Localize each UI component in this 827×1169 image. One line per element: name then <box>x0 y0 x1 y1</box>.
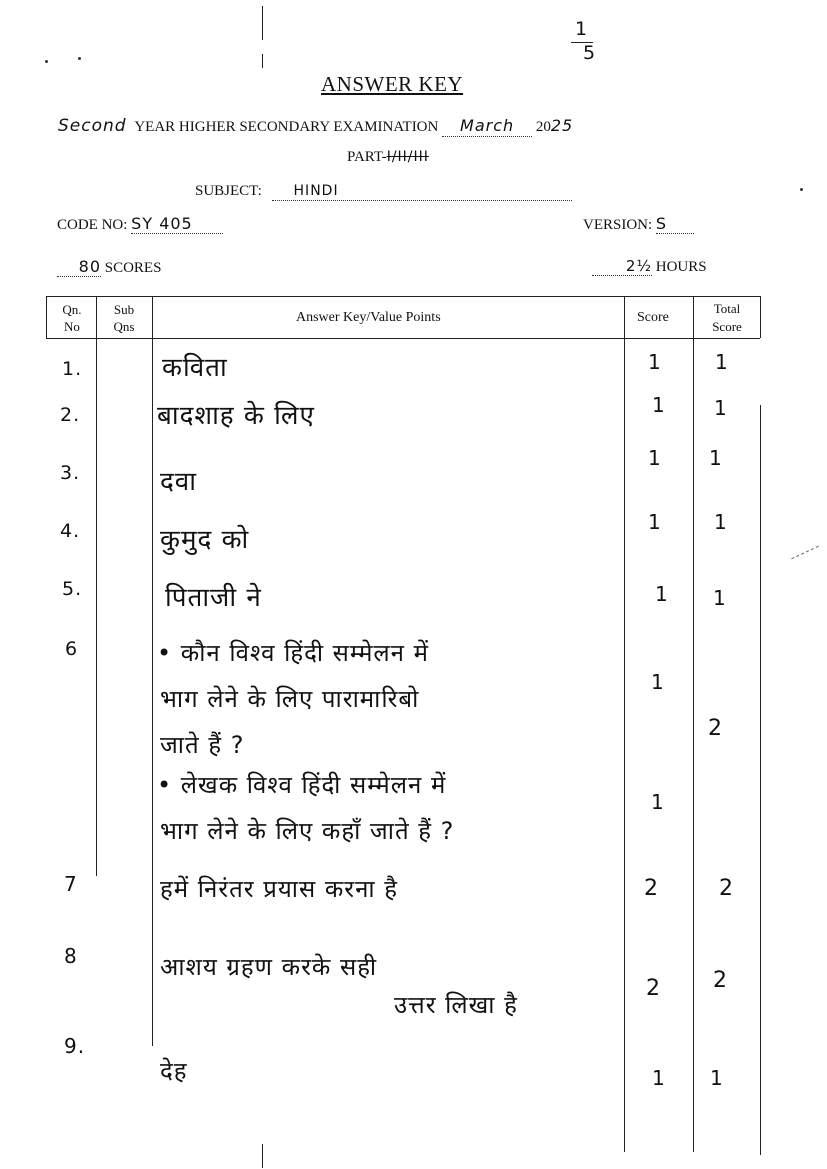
year-prefix: 20 <box>535 119 551 135</box>
answer-text: दवा <box>160 467 197 497</box>
answer-point-b-line1: • लेखक विश्व हिंदी सम्मेलन में <box>157 771 447 799</box>
answer-point-a-line3: जाते हैं ? <box>160 731 245 759</box>
answer-point-a-line1: • कौन विश्व हिंदी सम्मेलन में <box>157 639 429 667</box>
part-value: I/II/III <box>386 149 429 165</box>
scan-mark <box>791 546 819 560</box>
hours-value: 2½ <box>592 257 652 276</box>
header-qns: Qns <box>113 319 135 334</box>
page-fraction-numerator: 1 <box>575 18 589 40</box>
exam-label: YEAR HIGHER SECONDARY EXAMINATION <box>134 119 439 135</box>
subject-value: HINDI <box>293 183 339 199</box>
header-answer: Answer Key/Value Points <box>296 310 441 325</box>
page-title: ANSWER KEY <box>321 72 464 96</box>
score-value: 2 <box>644 876 659 901</box>
answer-line1: आशय ग्रहण करके सही <box>160 953 378 981</box>
total-score-value: 1 <box>710 1066 724 1090</box>
month-field <box>442 116 532 137</box>
hours-line <box>592 257 707 276</box>
table-left-border <box>46 296 47 338</box>
score-value: 1 <box>648 510 662 534</box>
score-value: 1 <box>652 1066 666 1090</box>
header-sub-qns <box>104 301 144 335</box>
total-score-value: 1 <box>715 350 729 374</box>
answer-text: हमें निरंतर प्रयास करना है <box>160 875 399 903</box>
binding-mark <box>262 54 263 68</box>
answer-text: कुमुद को <box>160 525 250 555</box>
header-sub: Sub <box>113 302 135 317</box>
qn-number: 4. <box>60 520 81 542</box>
qn-number: 1. <box>62 358 83 380</box>
version-line <box>583 214 694 234</box>
scores-value: 80 <box>57 257 101 277</box>
year-suffix: 25 <box>550 116 574 135</box>
score-value: 1 <box>651 790 665 814</box>
answer-text: देह <box>160 1057 188 1085</box>
score-value: 1 <box>652 393 666 417</box>
year-handwritten: Second <box>58 116 127 136</box>
total-score-value: 1 <box>713 586 727 610</box>
answer-line2: उत्तर लिखा है <box>394 991 518 1019</box>
total-score-value: 2 <box>708 716 723 741</box>
score-value: 1 <box>651 670 665 694</box>
hours-label: HOURS <box>655 259 707 275</box>
table-top-border <box>46 296 760 297</box>
total-score-value: 2 <box>713 968 728 993</box>
page-fraction-denominator: 5 <box>583 42 597 64</box>
answer-text: कविता <box>162 353 228 383</box>
total-score-value: 1 <box>709 446 723 470</box>
header-total-score <box>704 300 750 336</box>
total-score-value: 1 <box>714 396 728 420</box>
answer-text: पिताजी ने <box>165 583 262 613</box>
answer-text: बादशाह के लिए <box>157 401 315 431</box>
scan-speck <box>78 57 81 60</box>
col-divider-score <box>693 296 694 1152</box>
col-divider-answer <box>624 296 625 1152</box>
header-qn: Qn. <box>62 302 82 317</box>
exam-line <box>58 116 748 142</box>
part-line <box>347 149 429 166</box>
qn-number: 3. <box>60 462 81 484</box>
month-handwritten: March <box>460 116 515 135</box>
qn-number: 5. <box>62 578 83 600</box>
col-divider-sub <box>152 296 153 1046</box>
header-total: Total <box>713 301 741 316</box>
binding-mark <box>262 6 263 40</box>
total-score-value: 2 <box>719 876 734 901</box>
score-value: 1 <box>648 446 662 470</box>
answer-point-b-line2: भाग लेने के लिए कहाँ जाते हैं ? <box>160 817 455 845</box>
header-score: Score <box>637 310 669 325</box>
score-value: 1 <box>655 582 669 606</box>
binding-mark <box>262 1144 263 1168</box>
qn-number: 8 <box>64 944 78 968</box>
qn-number: 7 <box>64 872 78 896</box>
part-label: PART- <box>347 149 387 165</box>
scores-line <box>57 257 161 277</box>
col-divider-qn <box>96 296 97 876</box>
total-score-value: 1 <box>714 510 728 534</box>
subject-label: SUBJECT: <box>195 183 262 199</box>
code-line <box>57 214 223 234</box>
code-label: CODE NO: <box>57 217 128 233</box>
table-right-border-lower <box>760 405 761 1155</box>
table-header-border <box>46 338 760 339</box>
qn-number: 9. <box>64 1034 86 1058</box>
scores-label: SCORES <box>104 260 162 276</box>
scan-speck <box>45 60 48 63</box>
score-value: 1 <box>648 350 662 374</box>
score-value: 2 <box>646 976 661 1001</box>
table-right-border <box>760 296 761 338</box>
code-value: SY 405 <box>131 214 223 234</box>
version-value: S <box>656 214 694 234</box>
header-no: No <box>64 319 80 334</box>
version-label: VERSION: <box>583 217 653 233</box>
answer-point-a-line2: भाग लेने के लिए पारामारिबो <box>160 685 420 713</box>
header-qn-no <box>56 301 88 335</box>
qn-number: 2. <box>60 404 81 426</box>
scan-speck <box>800 188 803 191</box>
qn-number: 6 <box>65 638 79 660</box>
header-total-score-word: Score <box>712 319 742 334</box>
subject-field <box>272 183 572 201</box>
subject-line <box>195 183 607 201</box>
